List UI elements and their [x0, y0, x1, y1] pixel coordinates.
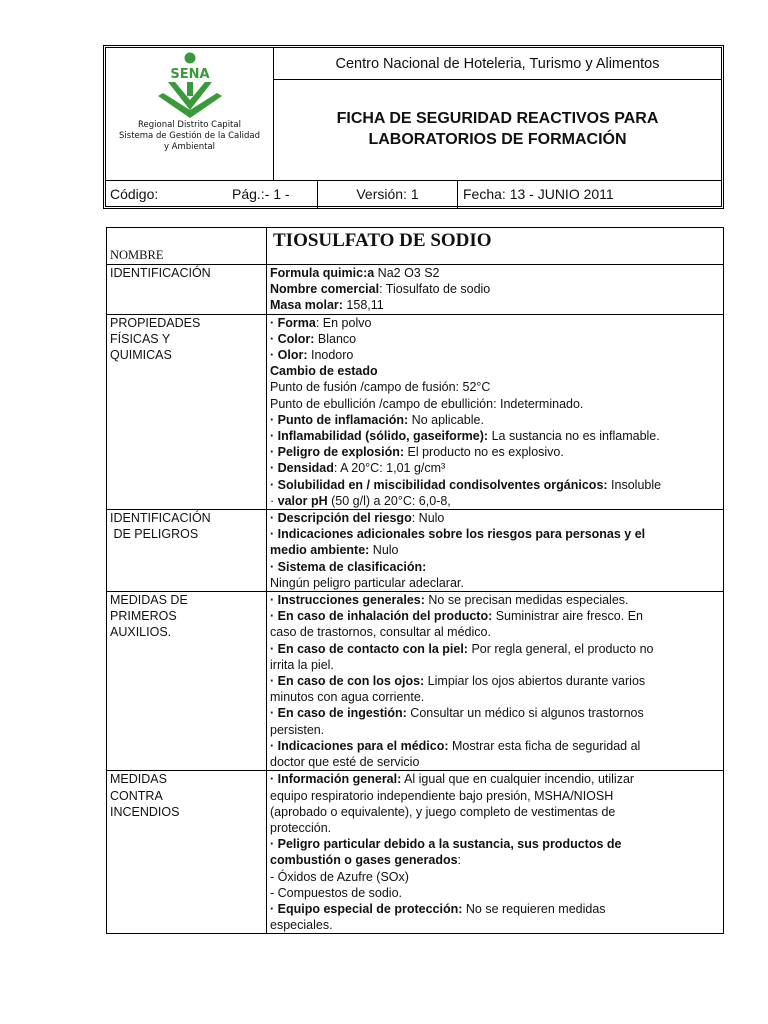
- propiedades-label-3: QUIMICAS: [110, 348, 172, 363]
- olor-label: · Olor:: [270, 348, 308, 363]
- comercial-label: Nombre comercial: [270, 282, 380, 297]
- ingestion-label: · En caso de ingestión:: [270, 706, 407, 721]
- incendios-label-3: INCENDIOS: [110, 804, 180, 819]
- ojos-value-2: minutos con agua corriente.: [270, 690, 425, 705]
- masa-value: 158,11: [342, 298, 384, 313]
- org-line-3: y Ambiental: [163, 142, 216, 152]
- equipo-label: · Equipo especial de protección:: [270, 901, 463, 916]
- peligro-colon: :: [457, 853, 462, 868]
- propiedades-label-1: PROPIEDADES: [110, 315, 201, 330]
- solubilidad-label: · Solubilidad en / miscibilidad condisolventes orgánicos:: [270, 477, 608, 492]
- indicaciones-label-1: · Indicaciones adicionales sobre los riesgos para personas y el: [270, 527, 646, 542]
- cambio-label: Cambio de estado: [270, 364, 378, 379]
- logo-cell: [106, 48, 274, 180]
- color-value: Blanco: [314, 331, 357, 346]
- propiedades-label-2: FÍSICAS Y: [110, 331, 171, 346]
- header-frame: [105, 47, 722, 207]
- info-value-3: (aprobado o equivalente), y juego completo de vestimentas de: [270, 804, 616, 819]
- code-cell: [106, 181, 318, 208]
- compuestos-text: - Compuestos de sodio.: [270, 885, 403, 900]
- logo-text: SENA: [170, 67, 210, 82]
- ojos-label: · En caso de con los ojos:: [270, 674, 425, 689]
- info-value-2: equipo respiratorio independiente bajo presión, MSHA/NIOSH: [270, 788, 614, 803]
- auxilios-label: [107, 592, 267, 771]
- inhalacion-value-2: caso de trastornos, consultar al médico.: [270, 625, 491, 640]
- center-name: Centro Nacional de Hoteleria, Turismo y Alimentos: [274, 48, 721, 80]
- org-name: [106, 120, 273, 153]
- riesgo-label: · Descripción del riesgo: [270, 511, 412, 526]
- formula-label: Formula quimic:a: [270, 266, 375, 280]
- row-auxilios: [107, 592, 724, 771]
- color-label: · Color:: [270, 331, 315, 346]
- generales-value: No se precisan medidas especiales.: [424, 593, 629, 608]
- incendios-label-1: MEDIDAS: [110, 772, 167, 787]
- indicaciones-label-2: medio ambiente:: [270, 543, 370, 558]
- identificacion-label: IDENTIFICACIÓN: [107, 265, 267, 315]
- solubilidad-value: Insoluble: [607, 477, 662, 492]
- propiedades-content: [267, 314, 724, 509]
- inflamabilidad-label: · Inflamabilidad (sólido, gaseiforme):: [270, 429, 489, 444]
- ph-label: valor pH: [277, 493, 328, 508]
- document-title: [274, 80, 721, 180]
- oxidos-text: - Óxidos de Azufre (SOx): [270, 869, 409, 884]
- incendios-label-2: CONTRA: [110, 788, 163, 803]
- explosion-value: El producto no es explosivo.: [404, 445, 564, 460]
- densidad-value: : A 20°C: 1,01 g/cm³: [333, 461, 446, 476]
- document-header: [103, 45, 724, 209]
- ph-prefix: ·: [270, 493, 278, 508]
- peligros-label: [107, 510, 267, 592]
- inflamacion-label: · Punto de inflamación:: [270, 412, 409, 427]
- org-line-2: Sistema de Gestión de la Calidad: [119, 131, 260, 141]
- densidad-label: · Densidad: [270, 461, 334, 476]
- peligros-content: [267, 510, 724, 592]
- sena-logo-icon: [154, 52, 226, 118]
- formula-value: Na2 O3 S2: [374, 266, 440, 280]
- title-line-2: LABORATORIOS DE FORMACIÓN: [368, 131, 627, 148]
- meta-row: [106, 180, 721, 208]
- riesgo-value: : Nulo: [411, 511, 445, 526]
- equipo-value-1: No se requieren medidas: [462, 901, 606, 916]
- generales-label: · Instrucciones generales:: [270, 593, 425, 608]
- version-cell: Versión: 1: [318, 181, 458, 208]
- inhalacion-label: · En caso de inhalación del producto:: [270, 609, 493, 624]
- ebullicion-text: Punto de ebullición /campo de ebullición: Indeterminado.: [270, 396, 584, 411]
- sistema-value: Ningún peligro particular adeclarar.: [270, 575, 464, 590]
- medico-value-1: Mostrar esta ficha de seguridad al: [448, 738, 641, 753]
- peligro-label-1: · Peligro particular debido a la sustancia, sus productos de: [270, 837, 622, 852]
- equipo-value-2: especiales.: [270, 918, 333, 933]
- ingestion-value-1: Consultar un médico si algunos trastornos: [406, 706, 644, 721]
- olor-value: Inodoro: [307, 348, 354, 363]
- forma-label: · Forma: [270, 315, 316, 330]
- ojos-value-1: Limpiar los ojos abiertos durante varios: [424, 674, 646, 689]
- nombre-label: NOMBRE: [107, 228, 267, 265]
- org-line-1: Regional Distrito Capital: [138, 120, 241, 130]
- piel-label: · En caso de contacto con la piel:: [270, 641, 468, 656]
- fusion-text: Punto de fusión /campo de fusión: 52°C: [270, 380, 491, 395]
- info-value-4: protección.: [270, 820, 332, 835]
- medico-value-2: doctor que esté de servicio: [270, 755, 420, 770]
- row-incendios: [107, 771, 724, 934]
- indicaciones-value: Nulo: [369, 543, 399, 558]
- auxilios-content: [267, 592, 724, 771]
- nombre-value: TIOSULFATO DE SODIO: [267, 228, 724, 265]
- date-cell: Fecha: 13 - JUNIO 2011: [463, 186, 614, 202]
- info-label: · Información general:: [270, 772, 402, 787]
- row-identificacion: [107, 265, 724, 315]
- incendios-label: [107, 771, 267, 934]
- inhalacion-value-1: Suministrar aire fresco. En: [492, 609, 643, 624]
- peligros-label-1: IDENTIFICACIÓN: [110, 511, 211, 526]
- auxilios-label-3: AUXILIOS.: [110, 625, 172, 640]
- ph-value: (50 g/l) a 20°C: 6,0-8,: [327, 493, 451, 508]
- forma-value: : En polvo: [315, 315, 372, 330]
- inflamabilidad-value: La sustancia no es inflamable.: [488, 429, 660, 444]
- incendios-content: [267, 771, 724, 934]
- row-peligros: [107, 510, 724, 592]
- peligro-label-2: combustión o gases generados: [270, 853, 458, 868]
- piel-value-2: irrita la piel.: [270, 657, 334, 672]
- piel-value-1: Por regla general, el producto no: [467, 641, 654, 656]
- page-label: Pág.:- 1 -: [232, 186, 290, 202]
- info-value-1: Al igual que en cualquier incendio, utilizar: [401, 772, 635, 787]
- masa-label: Masa molar:: [270, 298, 343, 313]
- code-label: Código:: [110, 186, 159, 202]
- auxilios-label-2: PRIMEROS: [110, 609, 177, 624]
- inflamacion-value: No aplicable.: [408, 412, 484, 427]
- propiedades-label: [107, 314, 267, 509]
- ingestion-value-2: persisten.: [270, 722, 325, 737]
- peligros-label-2: DE PELIGROS: [110, 527, 199, 542]
- comercial-value: : Tiosulfato de sodio: [379, 282, 491, 297]
- identificacion-content: [267, 265, 724, 315]
- auxilios-label-1: MEDIDAS DE: [110, 593, 188, 608]
- row-propiedades: [107, 314, 724, 509]
- title-line-1: FICHA DE SEGURIDAD REACTIVOS PARA: [336, 110, 659, 127]
- safety-sheet-table: [106, 227, 724, 934]
- row-nombre: [107, 228, 724, 265]
- medico-label: · Indicaciones para el médico:: [270, 738, 449, 753]
- sistema-label: · Sistema de clasificación:: [270, 559, 427, 574]
- explosion-label: · Peligro de explosión:: [270, 445, 405, 460]
